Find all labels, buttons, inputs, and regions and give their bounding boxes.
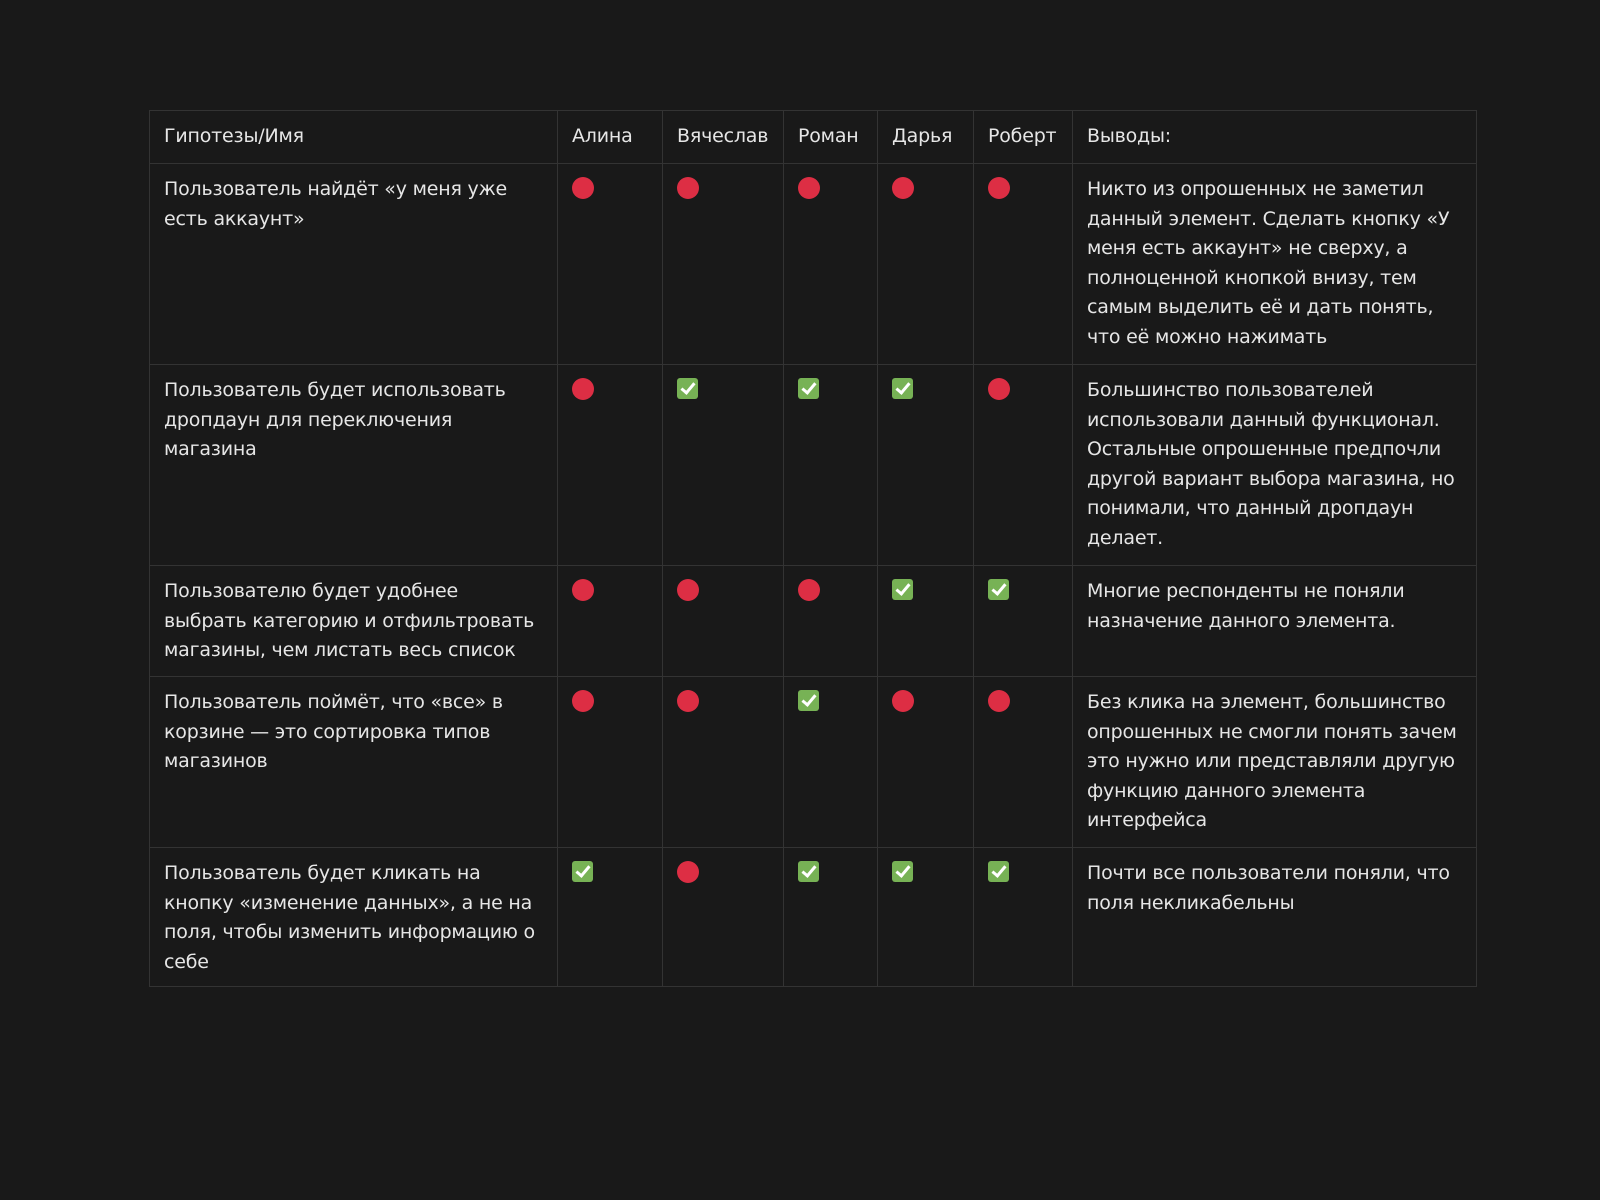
red-circle-icon: [892, 690, 914, 712]
red-circle-icon: [988, 378, 1010, 400]
table-row: [150, 566, 1477, 677]
red-circle-icon: [892, 177, 914, 199]
header-person-darya: Дарья: [878, 111, 974, 164]
result-cell: [663, 848, 784, 987]
table-row: [150, 365, 1477, 566]
result-cell: [663, 164, 784, 365]
red-circle-icon: [798, 579, 820, 601]
header-conclusions: Выводы:: [1073, 111, 1477, 164]
result-cell: [974, 566, 1073, 677]
result-cell: [784, 677, 878, 848]
header-person-alina: Алина: [558, 111, 663, 164]
red-circle-icon: [677, 861, 699, 883]
table-row: [150, 164, 1477, 365]
red-circle-icon: [798, 177, 820, 199]
hypothesis-cell: Пользователь будет использовать дропдаун для переключения магазина: [150, 365, 558, 566]
table-header-row: [150, 111, 1477, 164]
result-cell: [974, 365, 1073, 566]
red-circle-icon: [572, 579, 594, 601]
result-cell: [558, 365, 663, 566]
table-row: [150, 677, 1477, 848]
red-circle-icon: [677, 690, 699, 712]
result-cell: [878, 164, 974, 365]
result-cell: [974, 164, 1073, 365]
result-cell: [974, 848, 1073, 987]
green-check-icon: [677, 378, 698, 399]
hypothesis-cell: Пользователь поймёт, что «все» в корзине — это сортировка типов магазинов: [150, 677, 558, 848]
green-check-icon: [892, 378, 913, 399]
red-circle-icon: [677, 579, 699, 601]
hypothesis-results-table: [149, 110, 1477, 987]
green-check-icon: [798, 861, 819, 882]
green-check-icon: [892, 861, 913, 882]
header-person-vyacheslav: Вячеслав: [663, 111, 784, 164]
table-row: [150, 848, 1477, 987]
result-cell: [558, 848, 663, 987]
result-cell: [878, 677, 974, 848]
green-check-icon: [798, 690, 819, 711]
red-circle-icon: [677, 177, 699, 199]
conclusion-cell: Почти все пользователи поняли, что поля некликабельны: [1073, 848, 1477, 987]
result-cell: [974, 677, 1073, 848]
result-cell: [784, 848, 878, 987]
result-cell: [784, 566, 878, 677]
green-check-icon: [572, 861, 593, 882]
hypothesis-cell: Пользователю будет удобнее выбрать категорию и отфильтровать магазины, чем листать весь список: [150, 566, 558, 677]
header-person-roman: Роман: [784, 111, 878, 164]
green-check-icon: [798, 378, 819, 399]
red-circle-icon: [988, 177, 1010, 199]
green-check-icon: [988, 861, 1009, 882]
result-cell: [784, 164, 878, 365]
conclusion-cell: Без клика на элемент, большинство опрошенных не смогли понять зачем это нужно или представляли другую функцию данного элемента интерфейса: [1073, 677, 1477, 848]
header-person-robert: Роберт: [974, 111, 1073, 164]
red-circle-icon: [572, 177, 594, 199]
hypothesis-cell: Пользователь найдёт «у меня уже есть аккаунт»: [150, 164, 558, 365]
result-cell: [878, 848, 974, 987]
result-cell: [558, 677, 663, 848]
red-circle-icon: [572, 690, 594, 712]
result-cell: [558, 566, 663, 677]
header-hypothesis: Гипотезы/Имя: [150, 111, 558, 164]
conclusion-cell: Никто из опрошенных не заметил данный элемент. Сделать кнопку «У меня есть аккаунт» не сверху, а полноценной кнопкой внизу, тем самым выделить её и дать понять, что её можно нажимать: [1073, 164, 1477, 365]
green-check-icon: [988, 579, 1009, 600]
result-cell: [558, 164, 663, 365]
green-check-icon: [892, 579, 913, 600]
red-circle-icon: [988, 690, 1010, 712]
conclusion-cell: Многие респонденты не поняли назначение данного элемента.: [1073, 566, 1477, 677]
result-cell: [663, 365, 784, 566]
result-cell: [878, 566, 974, 677]
result-cell: [784, 365, 878, 566]
conclusion-cell: Большинство пользователей использовали данный функционал. Остальные опрошенные предпочли другой вариант выбора магазина, но понимали, что данный дропдаун делает.: [1073, 365, 1477, 566]
red-circle-icon: [572, 378, 594, 400]
result-cell: [663, 566, 784, 677]
hypothesis-cell: Пользователь будет кликать на кнопку «изменение данных», а не на поля, чтобы изменить информацию о себе: [150, 848, 558, 987]
result-cell: [663, 677, 784, 848]
result-cell: [878, 365, 974, 566]
